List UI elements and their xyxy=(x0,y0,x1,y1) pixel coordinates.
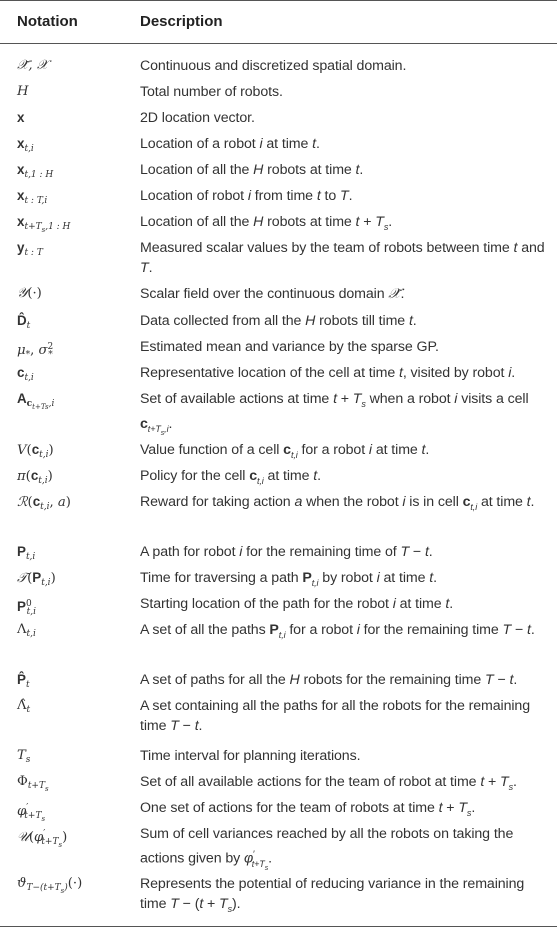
row-symbol: $ℛ(c_{t,i}$, a) xyxy=(17,494,71,512)
row-description: Location of a robot i at time t. xyxy=(140,136,320,152)
row-symbol: $D̂_t$ xyxy=(17,313,31,331)
row-description: Scalar field over the continuous domain 𝒳̃. xyxy=(140,286,405,302)
row-symbol: $\Phi_{t+T_s}$ xyxy=(17,774,49,793)
row-description: Value function of a cell $c_{t,i}$ for a robot i at time t. xyxy=(140,442,430,460)
table-top-rule xyxy=(0,0,557,1)
row-symbol: 𝒴(·) xyxy=(17,286,42,301)
row-symbol: $\mu_*$, $\sigma^2_*$ xyxy=(17,342,54,360)
row-symbol: 𝒳̃, 𝒳 xyxy=(17,58,49,73)
row-description: Location of all the H robots at time t. xyxy=(140,162,364,178)
row-description: A set of paths for all the H robots for the remaining time T − t. xyxy=(140,672,518,688)
row-description: Total number of robots. xyxy=(140,84,283,100)
row-symbol: $𝒯(P_{t,i})$ xyxy=(17,570,56,588)
row-symbol: $\Lambda_{t,i}$ xyxy=(17,622,36,639)
header-notation: Notation xyxy=(17,13,78,30)
row-symbol: $\Lambdâ_t$ xyxy=(17,698,31,715)
row-description: Measured scalar values by the team of robots between time t and T. xyxy=(140,240,545,276)
row-symbol: $x_{t,1 : H}$ xyxy=(17,162,54,180)
row-description: Data collected from all the H robots till time t. xyxy=(140,313,417,329)
row-description: Sum of cell variances reached by all the robots on taking the actions given by $\varphi'_{t+T_s}$. xyxy=(140,826,514,872)
row-description: 2D location vector. xyxy=(140,110,255,126)
row-symbol: $x_{t+T_s,1 : H}$ xyxy=(17,214,71,234)
row-symbol: $P_{t,i}$ xyxy=(17,544,36,562)
row-symbol: x xyxy=(17,110,25,125)
row-description: Starting location of the path for the robot i at time t. xyxy=(140,596,454,612)
row-symbol: $ϑ_{T-(t+T_s)}(\cdot)$ xyxy=(17,876,83,895)
row-description: Location of all the H robots at time $t + T_s$. xyxy=(140,214,393,232)
row-description: Location of robot i from time t to T. xyxy=(140,188,353,204)
row-description: Set of available actions at time $t + T_s$ when a robot i visits a cell $c_{t+T_s,i}$. xyxy=(140,391,529,437)
header-rule xyxy=(0,43,557,44)
row-description: Representative location of the cell at time t, visited by robot i. xyxy=(140,365,516,381)
row-symbol: $\varphi'_{t+T_s}$ xyxy=(17,803,46,823)
row-description: Policy for the cell $c_{t,i}$ at time t. xyxy=(140,468,321,486)
row-description: Represents the potential of reducing variance in the remaining time $T - (t + T_s)$. xyxy=(140,876,525,914)
row-symbol: $P^0_{t,i}$ xyxy=(17,599,37,617)
row-symbol: H xyxy=(17,84,29,99)
row-description: A set containing all the paths for all the robots for the remaining time T − t. xyxy=(140,698,530,734)
row-symbol: $c_{t,i}$ xyxy=(17,365,34,383)
row-description: Time interval for planning iterations. xyxy=(140,748,361,764)
row-description: Reward for taking action a when the robot i is in cell $c_{t,i}$ at time t. xyxy=(140,494,535,512)
header-description: Description xyxy=(140,13,223,30)
row-symbol: $\pi(c_{t,i})$ xyxy=(17,468,53,486)
row-symbol: $y_{t : T}$ xyxy=(17,240,43,258)
row-description: A set of all the paths $P_{t,i}$ for a robot i for the remaining time T − t. xyxy=(140,622,535,640)
row-description: One set of actions for the team of robots at time $t + T_s$. xyxy=(140,800,476,818)
row-symbol: $V(c_{t,i})$ xyxy=(17,442,54,460)
row-symbol: $T_s$ xyxy=(17,748,31,765)
row-symbol: $x_{t : T,i}$ xyxy=(17,188,48,206)
row-description: Time for traversing a path $P_{t,i}$ by robot i at time t. xyxy=(140,570,437,588)
row-description: Continuous and discretized spatial domain. xyxy=(140,58,407,74)
row-description: Set of all available actions for the team of robot at time $t + T_s$. xyxy=(140,774,517,792)
row-symbol: $A_{c_{t+Ts},i}$ xyxy=(17,391,55,411)
row-symbol: $x_{t,i}$ xyxy=(17,136,34,154)
row-description: A path for robot i for the remaining time of T − t. xyxy=(140,544,433,560)
row-description: Estimated mean and variance by the sparse GP. xyxy=(140,339,439,355)
row-symbol: $P̂_t$ xyxy=(17,672,30,690)
row-symbol: $𝒰(\varphi'_{t+T_s})$ xyxy=(17,829,68,849)
